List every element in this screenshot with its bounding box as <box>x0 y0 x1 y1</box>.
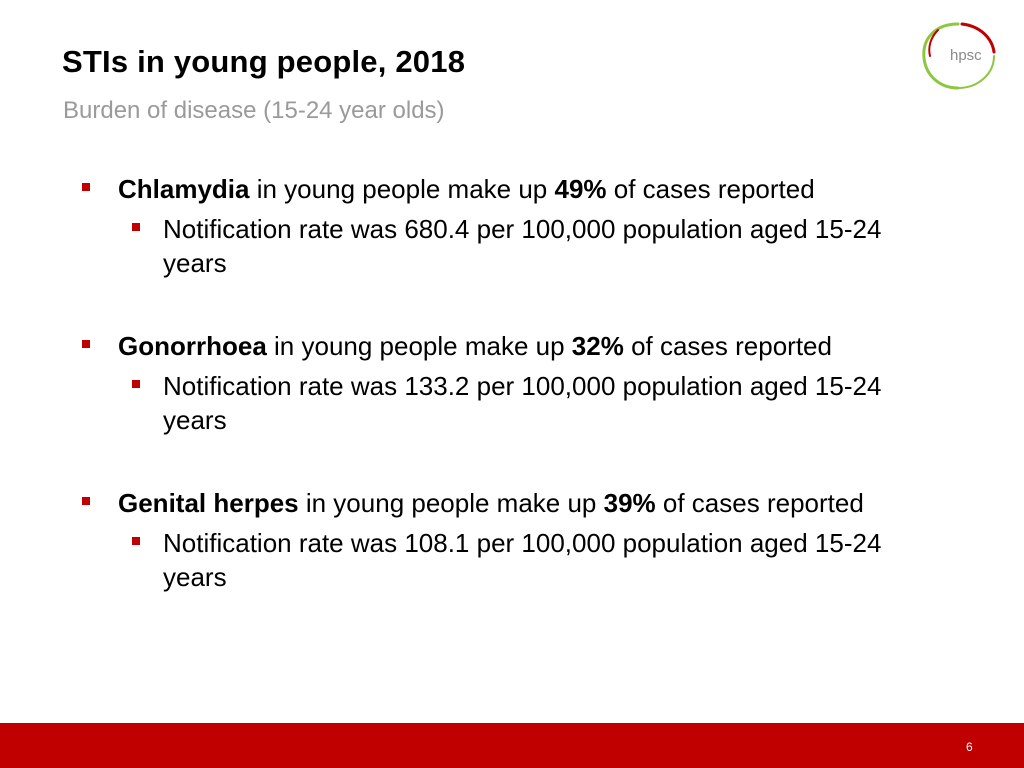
bullet-text: in young people make up <box>249 174 555 204</box>
bullet-text: of cases reported <box>606 174 815 204</box>
square-bullet-icon <box>82 183 90 191</box>
bullet-text: of cases reported <box>623 331 832 361</box>
square-bullet-icon <box>132 380 140 388</box>
square-bullet-icon <box>82 340 90 348</box>
bullet-list <box>82 172 912 643</box>
disease-term: Chlamydia <box>118 174 250 204</box>
bullet-level-2 <box>163 369 912 437</box>
page-number: 6 <box>966 740 973 754</box>
page-subtitle: Burden of disease (15-24 year olds) <box>63 97 445 124</box>
bullet-level-2 <box>163 526 912 594</box>
square-bullet-icon <box>132 223 140 231</box>
notification-rate-text: Notification rate was 133.2 per 100,000 population aged 15-24 years <box>163 371 882 435</box>
percent-value: 49% <box>554 174 607 204</box>
page-title: STIs in young people, 2018 <box>62 44 466 79</box>
square-bullet-icon <box>132 537 140 545</box>
square-bullet-icon <box>82 497 90 505</box>
list-item <box>82 329 912 437</box>
bullet-level-2 <box>163 212 912 280</box>
logo-text: hpsc <box>950 47 982 64</box>
bullet-text: in young people make up <box>298 488 604 518</box>
disease-term: Gonorrhoea <box>118 331 267 361</box>
bullet-level-1 <box>82 486 912 520</box>
percent-value: 32% <box>571 331 624 361</box>
percent-value: 39% <box>603 488 656 518</box>
list-item <box>82 172 912 280</box>
footer-bar <box>0 723 1024 768</box>
notification-rate-text: Notification rate was 680.4 per 100,000 population aged 15-24 years <box>163 214 882 278</box>
bullet-text: of cases reported <box>655 488 864 518</box>
bullet-level-1 <box>82 172 912 206</box>
bullet-level-1 <box>82 329 912 363</box>
notification-rate-text: Notification rate was 108.1 per 100,000 population aged 15-24 years <box>163 528 882 592</box>
bullet-text: in young people make up <box>266 331 572 361</box>
disease-term: Genital herpes <box>118 488 299 518</box>
list-item <box>82 486 912 594</box>
